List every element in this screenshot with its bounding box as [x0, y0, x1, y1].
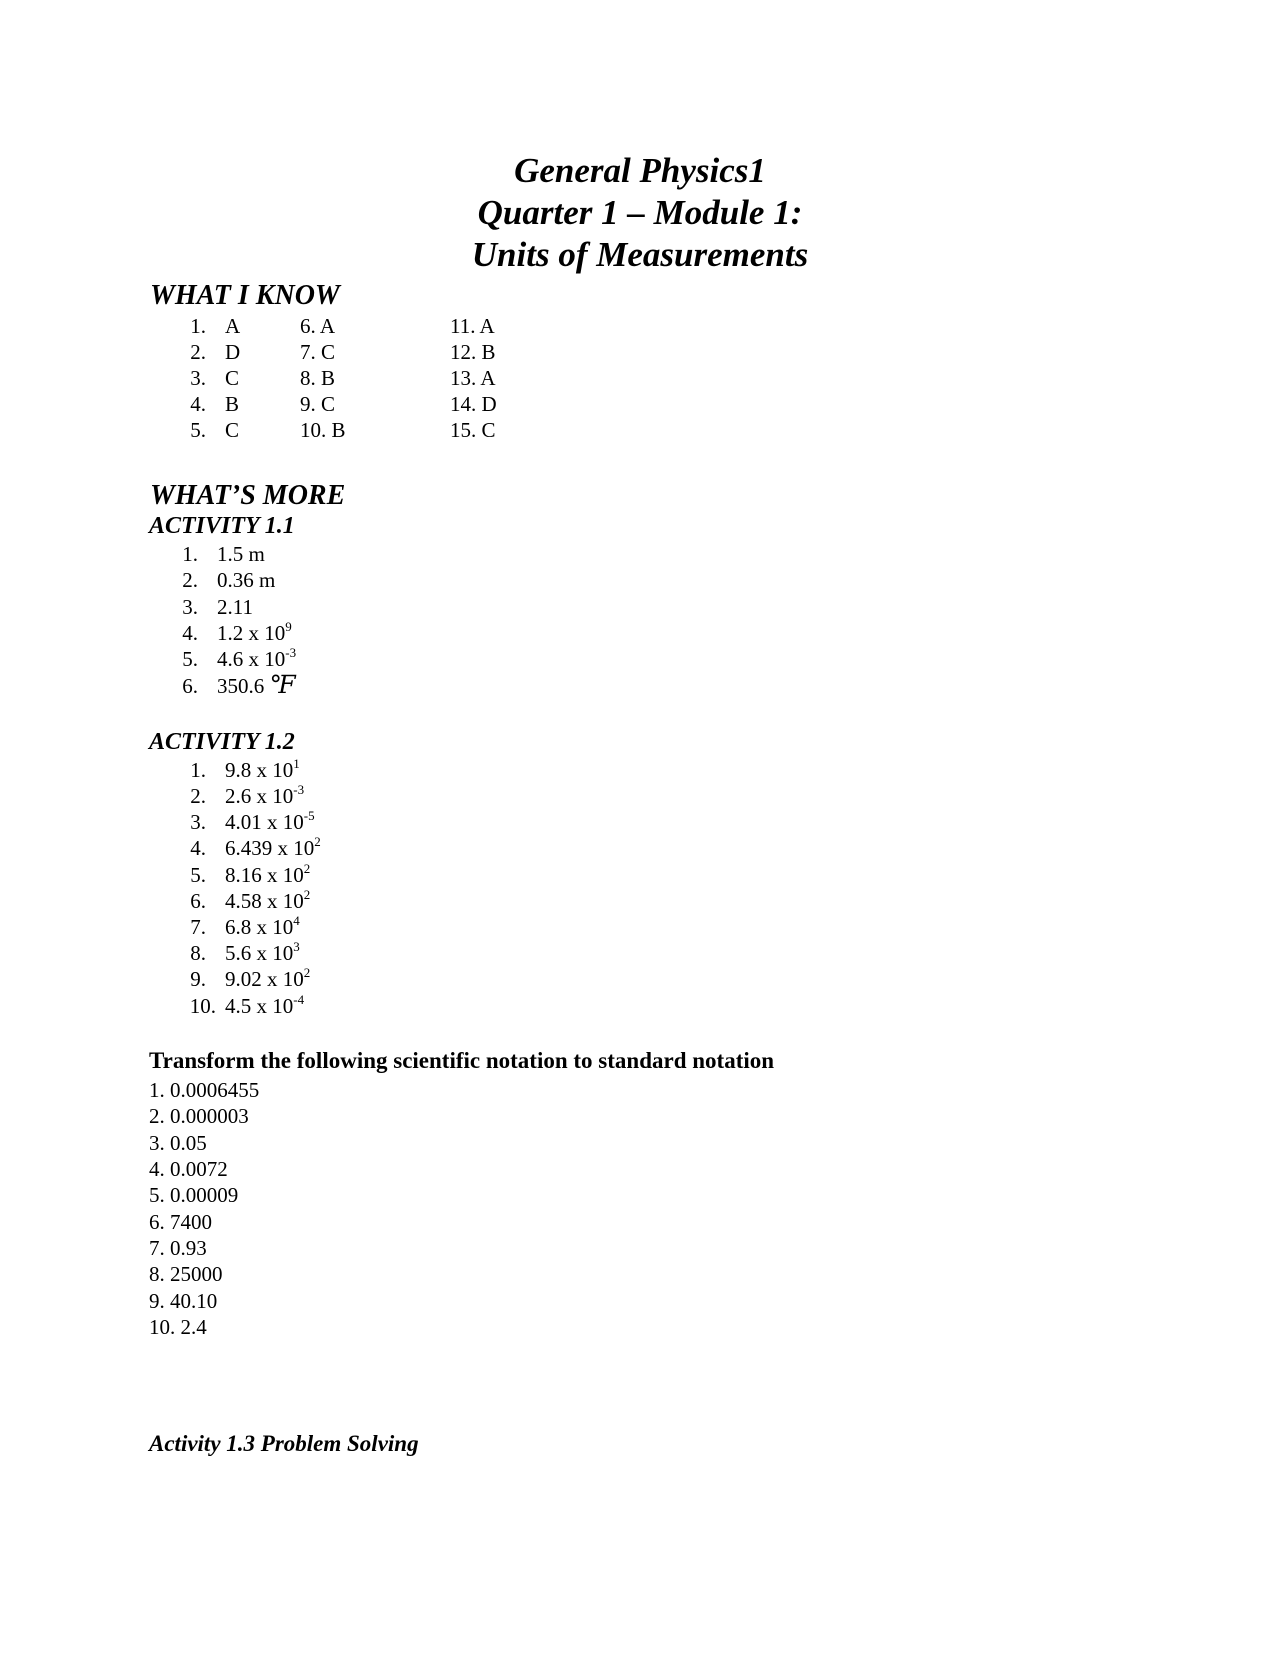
whats-more-heading: WHAT’S MORE — [150, 480, 346, 511]
list-item: 5. 0.00009 — [149, 1183, 239, 1207]
answer-item: 9. C — [300, 392, 336, 416]
list-item: 4. 6.439 x $10^2$ — [190, 834, 321, 860]
list-item: 4. 0.0072 — [149, 1157, 228, 1181]
list-item: 1. 1.5 m — [182, 542, 265, 566]
list-item: 6. 4.58 x $10^2$ — [190, 887, 311, 913]
list-item: 9. 40.10 — [149, 1289, 218, 1313]
answer-row: 3. C — [190, 366, 240, 390]
transform-heading: Transform the following scientific notation to standard notation — [149, 1048, 775, 1073]
answer-row: 4. B — [190, 392, 240, 416]
answer-row: 2. D — [190, 340, 241, 364]
list-item: 4. 1.2 x $10^9$ — [182, 619, 292, 645]
answer-item: 6. A — [300, 314, 336, 338]
list-item: 2. 0.000003 — [149, 1104, 249, 1128]
list-item: 3. 0.05 — [149, 1131, 207, 1155]
list-item: 5. 8.16 x $10^2$ — [190, 861, 311, 887]
list-item: 9. 9.02 x $10^2$ — [190, 965, 311, 991]
list-item: 10. 2.4 — [149, 1315, 207, 1339]
list-item: 6. 7400 — [149, 1210, 212, 1234]
list-item: 5. 4.6 x $10^{-3}$ — [182, 645, 297, 671]
answer-item: 12. B — [450, 340, 496, 364]
list-item: 8. 25000 — [149, 1262, 223, 1286]
answer-item: 13. A — [450, 366, 496, 390]
activity-1-1-heading: ACTIVITY 1.1 — [149, 513, 295, 539]
list-item: 10. 4.5 x $10^{-4}$ — [189, 992, 305, 1018]
activity-1-3-heading: Activity 1.3 Problem Solving — [149, 1431, 419, 1456]
activity-1-2-heading: ACTIVITY 1.2 — [149, 729, 295, 755]
list-item: 7. 0.93 — [149, 1236, 207, 1260]
list-item: 6. 350.6 ℉ — [182, 672, 296, 699]
answer-row: 5. C — [190, 418, 240, 442]
answer-item: 8. B — [300, 366, 336, 390]
title-line-3: Units of Measurements — [471, 235, 809, 274]
list-item: 8. 5.6 x $10^3$ — [190, 939, 300, 965]
list-item: 3. 2.11 — [182, 595, 253, 619]
list-item: 3. 4.01 x $10^{-5}$ — [190, 808, 315, 834]
answer-item: 15. C — [450, 418, 496, 442]
answer-item: 7. C — [300, 340, 336, 364]
answer-item: 11. A — [450, 314, 495, 338]
list-item: 1. 9.8 x $10^1$ — [190, 756, 300, 782]
title-line-1: General Physics1 — [514, 151, 766, 190]
title-line-2: Quarter 1 – Module 1: — [477, 193, 803, 232]
list-item: 1. 0.0006455 — [149, 1078, 260, 1102]
answer-item: 10. B — [300, 418, 346, 442]
list-item: 2. 0.36 m — [182, 568, 276, 592]
answer-row: 1. A — [190, 314, 241, 338]
what-i-know-heading: WHAT I KNOW — [150, 280, 340, 311]
list-item: 7. 6.8 x $10^4$ — [190, 913, 300, 939]
list-item: 2. 2.6 x $10^{-3}$ — [190, 782, 305, 808]
answer-item: 14. D — [450, 392, 497, 416]
